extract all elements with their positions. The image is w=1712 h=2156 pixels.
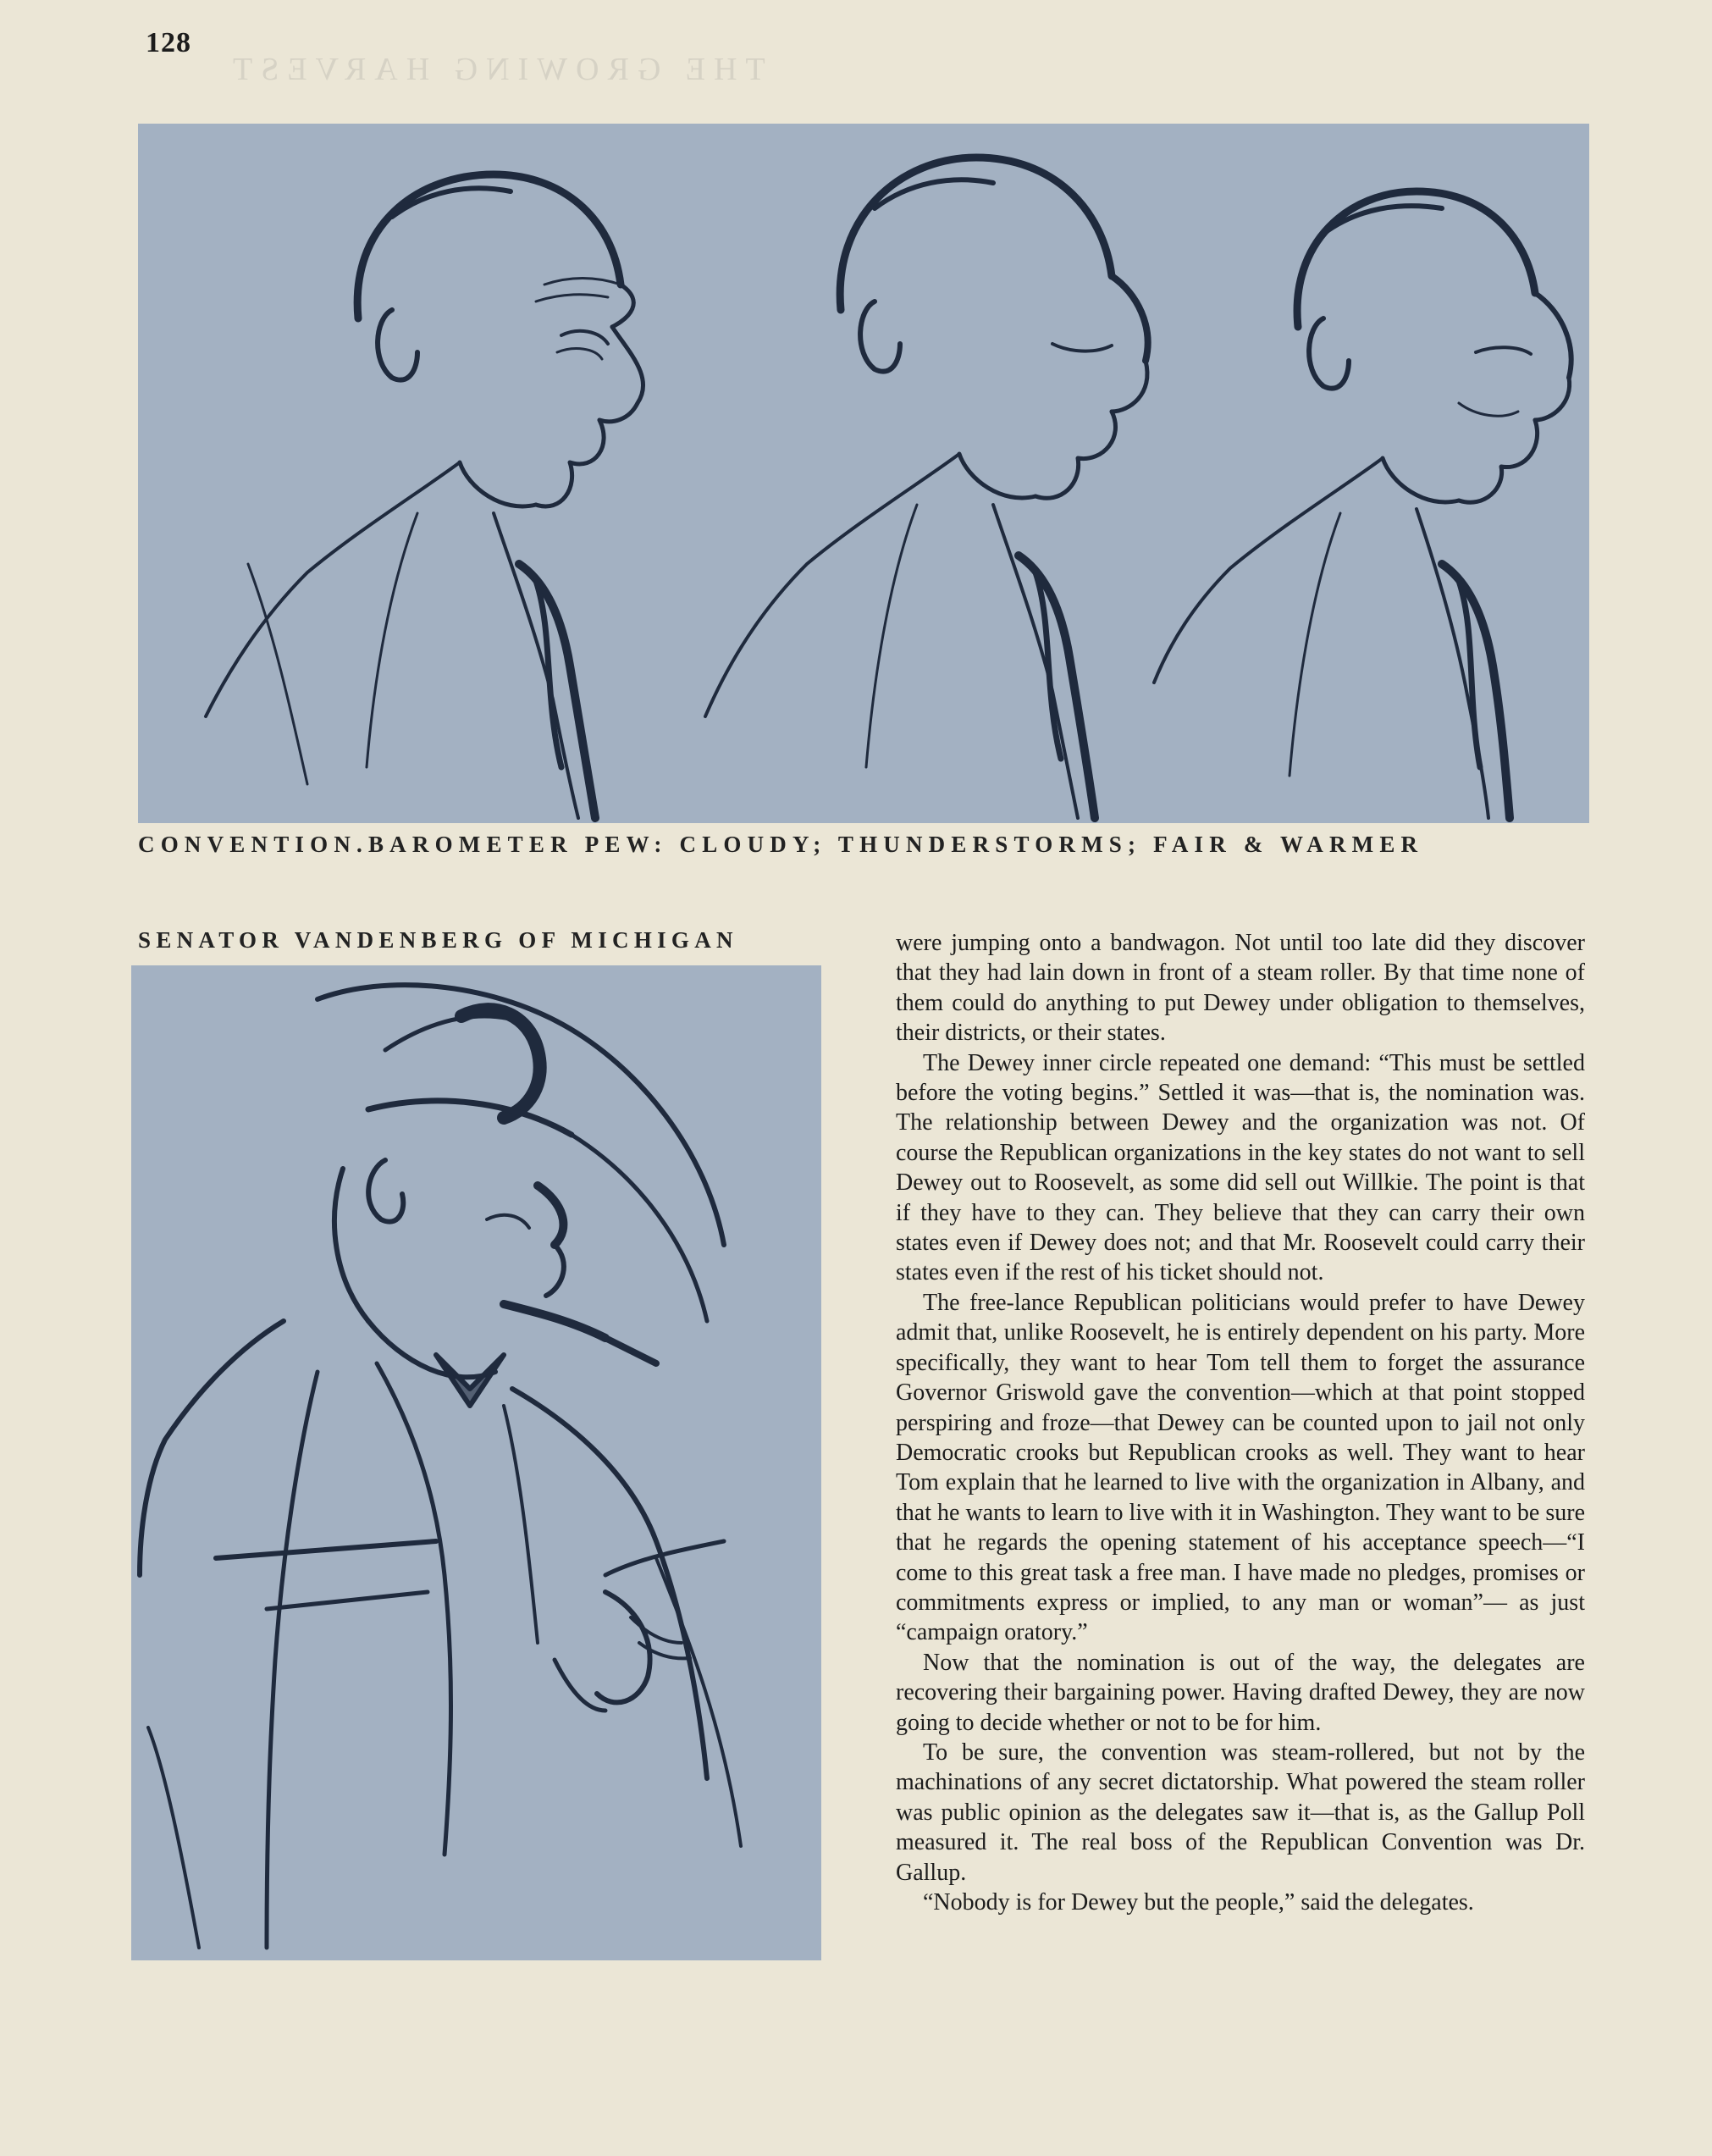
article-paragraph: To be sure, the convention was steam-rollered, but not by the machinations of any secret dictatorship. What powered the steam roller was public opinion as the delegates saw it—that is, as the Gallup Poll measured it. The real boss of the Republican Convention was Dr. Gallup. (896, 1739, 1585, 1886)
article-paragraph: were jumping onto a bandwagon. Not until too late did they discover that they had lain down in front of a steam roller. By that time none of them could do anything to put Dewey under obligation to themselves, their districts, or their states. (896, 930, 1585, 1047)
face-one (206, 174, 643, 818)
article-paragraph: “Nobody is for Dewey but the people,” said the delegates. (923, 1889, 1474, 1916)
page-number: 128 (146, 27, 191, 58)
caricature-three-faces-icon (138, 124, 1589, 823)
show-through-header: THE GROWING HARVEST (224, 52, 765, 87)
left-illustration-caption: SENATOR VANDENBERG OF MICHIGAN (138, 927, 738, 953)
face-three (1154, 191, 1571, 818)
article-body (896, 928, 1585, 1917)
article-paragraph: The free-lance Republican politicians would prefer to have Dewey admit that, unlike Roosevelt, he is entirely dependent on his party. More specifically, they want to hear Tom tell them to forget the assurance Governor Griswold gave the convention—which at that point stopped perspiring and froze—that Dewey can be counted upon to jail not only Democratic crooks but Republican crooks as well. They want to hear Tom explain that he learned to live with the organization in Albany, and that he wants to learn to live with it in Washington. They want to be sure that he regards the opening statement of his acceptance speech—“I come to this great task a free man. I have made no pledges, promises or commitments express or implied, to any man or woman”— as just “campaign oratory.” (896, 1289, 1585, 1646)
caricature-senator-icon (131, 965, 821, 1960)
article-paragraph: The Dewey inner circle repeated one demand: “This must be settled before the voting begins.” Settled it was—that is, the nomination was. The relationship between Dewey and the organization was not. Of course the Republican organizations in the key states do not want to sell Dewey out to Roosevelt, as some did sell out Willkie. The point is that if they have to they can. They believe that they can carry their own states even if Dewey does not; and that Mr. Roosevelt could carry their states even if the rest of his ticket should not. (896, 1049, 1585, 1286)
face-two (705, 158, 1148, 818)
top-illustration-caption: CONVENTION.BAROMETER PEW: CLOUDY; THUNDERSTORMS; FAIR & WARMER (138, 832, 1424, 857)
article-paragraph: Now that the nomination is out of the way, the delegates are recovering their bargaining power. Having drafted Dewey, they are now going to decide whether or not to be for him. (896, 1649, 1585, 1736)
top-illustration (138, 124, 1589, 823)
left-illustration (131, 965, 821, 1960)
